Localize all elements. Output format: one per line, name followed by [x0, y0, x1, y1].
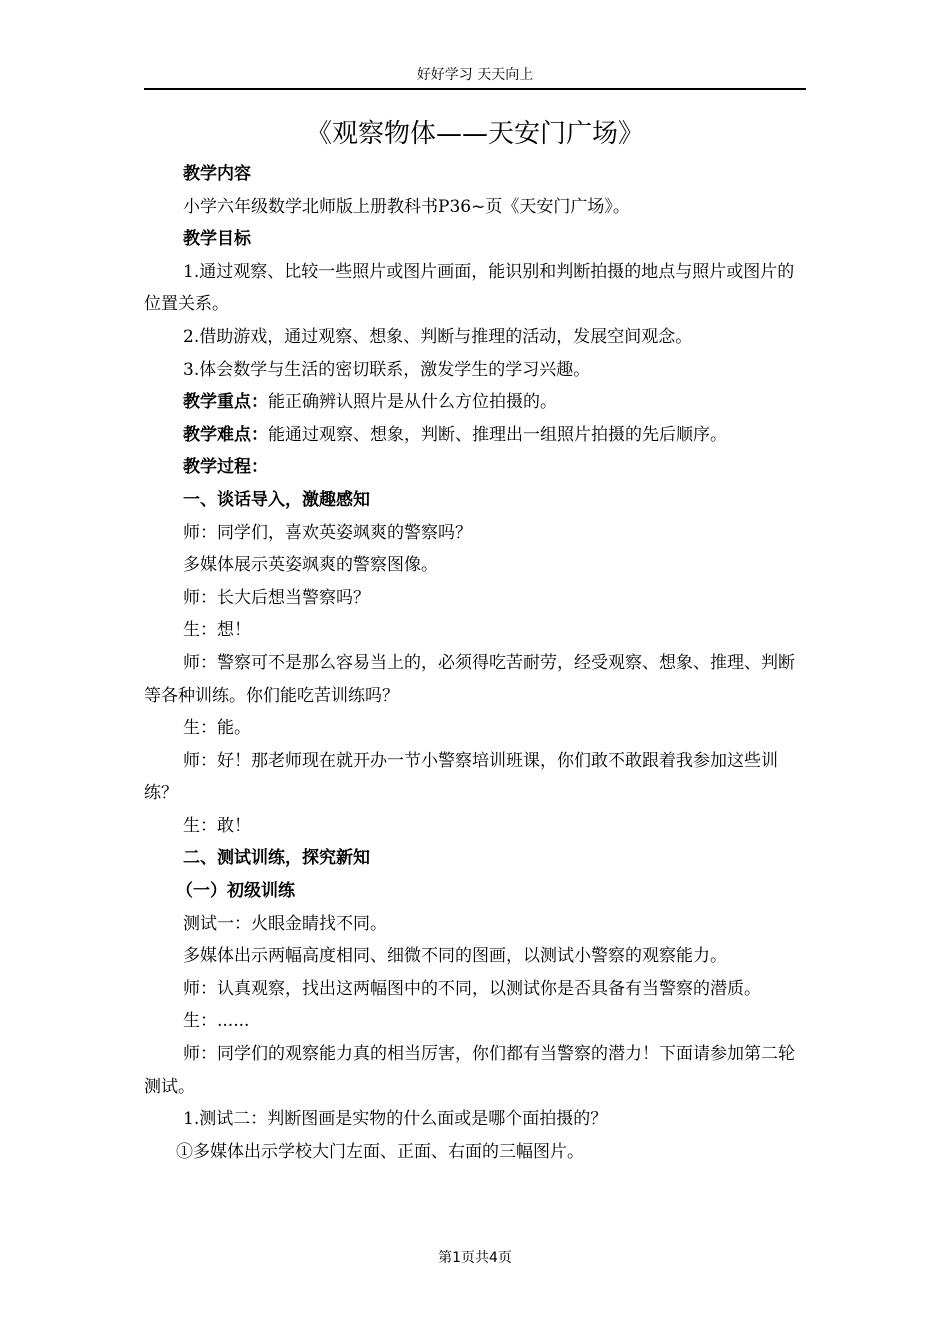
key-point-label: 教学重点：	[183, 392, 268, 413]
difficulty-paragraph	[144, 419, 806, 452]
paragraph: 师：好！那老师现在就开办一节小警察培训班课，你们敢不敢跟着我参加这些训练？	[144, 750, 778, 804]
paragraph: 师：认真观察，找出这两幅图中的不同，以测试你是否具备有当警察的潜质。	[183, 978, 761, 999]
paragraph: 生：想！	[183, 620, 251, 641]
paragraph: 师：同学们，喜欢英姿飒爽的警察吗？	[183, 522, 472, 543]
key-point-paragraph	[144, 386, 806, 419]
paragraph: 3.体会数学与生活的密切联系，激发学生的学习兴趣。	[183, 359, 591, 380]
paragraph: 多媒体展示英姿飒爽的警察图像。	[183, 555, 438, 576]
section-heading-goals: 教学目标	[183, 229, 251, 250]
paragraph: 多媒体出示两幅高度相同、细微不同的图画，以测试小警察的观察能力。	[183, 946, 727, 967]
document-title: 《观察物体——天安门广场》	[305, 119, 644, 149]
paragraph: 生：能。	[183, 718, 251, 739]
paragraph: 师：长大后想当警察吗？	[183, 587, 370, 608]
section-heading-training: 二、测试训练，探究新知	[183, 848, 370, 869]
paragraph: 1.测试二：判断图画是实物的什么面或是哪个面拍摄的？	[183, 1109, 608, 1130]
paragraph: 测试一：火眼金睛找不同。	[183, 913, 387, 934]
difficulty-label: 教学难点：	[183, 424, 268, 445]
paragraph: 生：敢！	[183, 815, 251, 836]
subsection-heading-basic: （一）初级训练	[176, 881, 295, 902]
section-heading-content: 教学内容	[183, 164, 251, 184]
section-heading-process: 教学过程：	[183, 457, 268, 478]
paragraph: 2.借助游戏，通过观察、想象、判断与推理的活动，发展空间观念。	[183, 326, 693, 347]
page-footer: 第1页共4页	[438, 1250, 512, 1266]
paragraph: 生：......	[183, 1011, 250, 1032]
paragraph: ①多媒体出示学校大门左面、正面、右面的三幅图片。	[176, 1141, 584, 1162]
paragraph: 师：警察可不是那么容易当上的，必须得吃苦耐劳，经受观察、想象、推理、判断等各种训练。你们能吃苦训练吗？	[144, 652, 795, 706]
difficulty-text: 能通过观察、想象，判断、推理出一组照片拍摄的先后顺序。	[268, 424, 727, 445]
paragraph: 师：同学们的观察能力真的相当厉害，你们都有当警察的潜力！下面请参加第二轮测试。	[144, 1044, 795, 1097]
paragraph: 小学六年级数学北师版上册教科书P36~页《天安门广场》。	[183, 196, 630, 217]
document-body	[144, 158, 806, 1168]
page-header: 好好学习 天天向上	[144, 64, 806, 90]
key-point-text: 能正确辨认照片是从什么方位拍摄的。	[268, 392, 557, 413]
paragraph: 1.通过观察、比较一些照片或图片画面，能识别和判断拍摄的地点与照片或图片的位置关系。	[144, 261, 795, 315]
section-heading-intro: 一、谈话导入，激趣感知	[183, 489, 370, 510]
